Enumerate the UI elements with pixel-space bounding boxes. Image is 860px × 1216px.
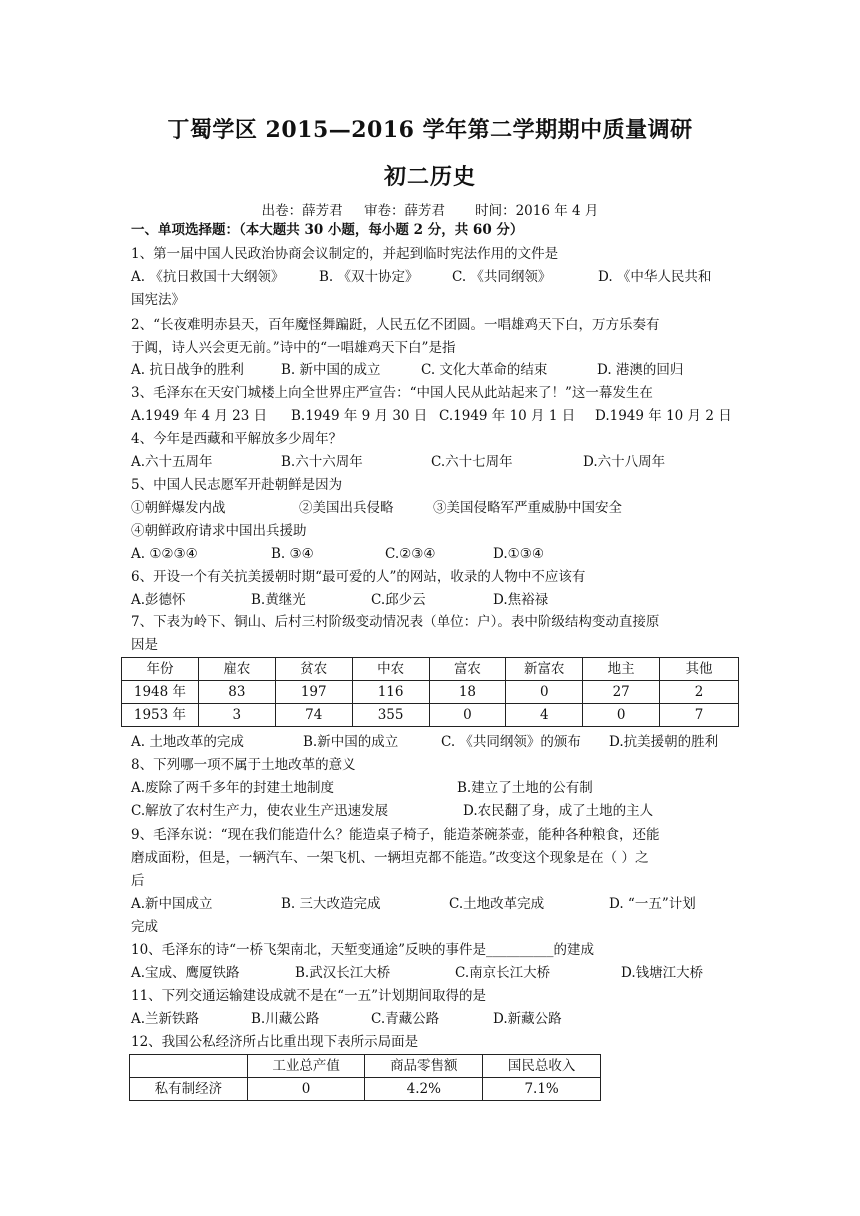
header-cell: 贫农	[275, 658, 352, 681]
header-cell: 地主	[583, 658, 660, 681]
q2-option-d: D. 港澳的回归	[597, 362, 684, 378]
q1-option-c: C. 《共同纲领》	[452, 269, 552, 285]
q1-stem: 1、第一届中国人民政治协商会议制定的，并起到临时宪法作用的文件是	[131, 246, 559, 262]
q2-option-c: C. 文化大革命的结束	[421, 362, 548, 378]
q11-option-d: D.新藏公路	[493, 1011, 562, 1027]
q5-option-d: D.①③④	[493, 546, 544, 562]
q6-stem: 6、开设一个有关抗美援朝时期“最可爱的人”的网站，收录的人物中不应该有	[131, 569, 586, 585]
q5-option-c: C.②③④	[385, 546, 436, 562]
table-cell: 355	[352, 704, 429, 727]
table-cell: 116	[352, 681, 429, 704]
table-header-row	[130, 1055, 601, 1078]
table-row	[122, 704, 739, 727]
q4-option-c: C.六十七周年	[431, 454, 513, 470]
q8-options-row-2	[131, 802, 731, 820]
economy-share-table	[129, 1054, 601, 1101]
q5-option-a: A. ①②③④	[131, 546, 198, 562]
header-cell: 国民总收入	[483, 1055, 601, 1078]
header-cell: 富农	[429, 658, 506, 681]
q10-option-c: C.南京长江大桥	[455, 965, 551, 981]
exam-credits: 出卷：薛芳君 审卷：薛芳君 时间：2016 年 4 月	[261, 203, 599, 219]
q7-stem-2: 因是	[131, 637, 158, 653]
q3-option-b: B.1949 年 9 月 30 日	[291, 408, 428, 424]
q3-option-c: C.1949 年 10 月 1 日	[439, 408, 576, 424]
q5-item-2: ②美国出兵侵略	[299, 500, 394, 516]
q3-stem: 3、毛泽东在天安门城楼上向全世界庄严宣告：“中国人民从此站起来了！”这一幕发生在	[131, 385, 653, 401]
header-cell: 商品零售额	[365, 1055, 483, 1078]
q5-stem: 5、中国人民志愿军开赴朝鲜是因为	[131, 477, 343, 493]
q5-item-3: ③美国侵略军严重威胁中国安全	[433, 500, 622, 516]
q12-stem: 12、我国公私经济所占比重出现下表所示局面是	[131, 1034, 419, 1050]
q8-option-b: B.建立了土地的公有制	[457, 780, 593, 796]
header-cell: 年份	[122, 658, 199, 681]
table-cell: 1948 年	[122, 681, 199, 704]
q1-option-d-cont: 国宪法》	[131, 292, 185, 308]
table-cell: 74	[275, 704, 352, 727]
q8-stem: 8、下列哪一项不属于土地改革的意义	[131, 757, 356, 773]
q11-option-c: C.青藏公路	[371, 1011, 440, 1027]
q4-option-a: A.六十五周年	[131, 454, 213, 470]
exam-subject: 初二历史	[383, 164, 476, 190]
header-cell: 新富农	[506, 658, 583, 681]
q9-option-d-cont: 完成	[131, 919, 158, 935]
q10-option-b: B.武汉长江大桥	[295, 965, 391, 981]
q7-option-a: A. 土地改革的完成	[131, 734, 244, 750]
q6-option-c: C.邱少云	[371, 592, 426, 608]
q9-option-d: D. “一五”计划	[609, 896, 696, 912]
q10-stem: 10、毛泽东的诗“一桥飞架南北，天堑变通途”反映的事件是__________的建成	[131, 942, 594, 958]
table-cell: 83	[198, 681, 275, 704]
table-cell: 197	[275, 681, 352, 704]
table-cell: 18	[429, 681, 506, 704]
q7-option-b: B.新中国的成立	[303, 734, 399, 750]
header-cell: 中农	[352, 658, 429, 681]
table-cell: 7.1%	[483, 1078, 601, 1101]
q10-options	[131, 964, 731, 982]
q2-stem-1: 2、“长夜难明赤县天，百年魔怪舞蹁跹，人民五亿不团圆。一唱雄鸡天下白，万方乐奏有	[131, 317, 660, 333]
q7-options	[131, 733, 731, 751]
q4-option-d: D.六十八周年	[583, 454, 666, 470]
q1-option-a: A. 《抗日救国十大纲领》	[131, 269, 285, 285]
table-cell: 0	[429, 704, 506, 727]
q7-option-c: C. 《共同纲领》的颁布	[441, 734, 581, 750]
q7-stem-1: 7、下表为岭下、铜山、后村三村阶级变动情况表（单位：户）。表中阶级结构变动直接原	[131, 614, 660, 630]
q1-option-d: D. 《中华人民共和	[598, 269, 712, 285]
table-cell: 3	[198, 704, 275, 727]
q10-option-d: D.钱塘江大桥	[621, 965, 704, 981]
table-cell: 0	[247, 1078, 365, 1101]
q4-option-b: B.六十六周年	[281, 454, 363, 470]
header-cell: 工业总产值	[247, 1055, 365, 1078]
q9-option-b: B. 三大改造完成	[281, 896, 381, 912]
q6-option-d: D.焦裕禄	[493, 592, 549, 608]
header-cell	[130, 1055, 248, 1078]
class-change-table	[121, 657, 739, 727]
q9-stem-1: 9、毛泽东说：“现在我们能造什么？能造桌子椅子，能造茶碗茶壶，能种各种粮食，还能	[131, 827, 660, 843]
q6-option-b: B.黄继光	[251, 592, 306, 608]
q3-option-a: A.1949 年 4 月 23 日	[131, 408, 268, 424]
q8-option-a: A.废除了两千多年的封建土地制度	[131, 780, 335, 796]
q9-options	[131, 895, 731, 913]
table-row	[130, 1078, 601, 1101]
q8-option-c: C.解放了农村生产力，使农业生产迅速发展	[131, 803, 389, 819]
exam-title: 丁蜀学区 2015—2016 学年第二学期期中质量调研	[167, 117, 693, 143]
section-note: （本大题共 30 小题，每小题 2 分，共 60 分）	[239, 222, 524, 238]
q11-option-a: A.兰新铁路	[131, 1011, 200, 1027]
table-cell: 私有制经济	[130, 1078, 248, 1101]
header-cell: 雇农	[198, 658, 275, 681]
q11-options	[131, 1010, 731, 1028]
q1-options	[131, 268, 731, 286]
section-heading	[131, 221, 731, 239]
table-header-row	[122, 658, 739, 681]
q5-options	[131, 545, 731, 563]
q2-options	[131, 361, 731, 379]
q5-option-b: B. ③④	[271, 546, 314, 562]
header-cell: 其他	[660, 658, 739, 681]
q9-option-c: C.土地改革完成	[449, 896, 545, 912]
table-cell: 27	[583, 681, 660, 704]
table-cell: 2	[660, 681, 739, 704]
q2-option-b: B. 新中国的成立	[281, 362, 381, 378]
q5-item-1: ①朝鲜爆发内战	[131, 500, 226, 516]
q9-option-a: A.新中国成立	[131, 896, 213, 912]
table-cell: 4.2%	[365, 1078, 483, 1101]
q1-option-b: B. 《双十协定》	[319, 269, 419, 285]
q9-stem-2: 磨成面粉，但是，一辆汽车、一架飞机、一辆坦克都不能造。”改变这个现象是在（ ）之	[131, 850, 649, 866]
q9-stem-3: 后	[131, 873, 145, 889]
q11-stem: 11、下列交通运输建设成就不是在“一五”计划期间取得的是	[131, 988, 486, 1004]
q6-option-a: A.彭德怀	[131, 592, 186, 608]
q8-options-row-1	[131, 779, 731, 797]
table-cell: 0	[506, 681, 583, 704]
q11-option-b: B.川藏公路	[251, 1011, 320, 1027]
q4-options	[131, 453, 731, 471]
table-row	[122, 681, 739, 704]
q2-stem-2: 于阗，诗人兴会更无前。”诗中的“一唱雄鸡天下白”是指	[131, 340, 456, 356]
table-cell: 7	[660, 704, 739, 727]
q8-option-d: D.农民翻了身，成了土地的主人	[463, 803, 654, 819]
table-cell: 0	[583, 704, 660, 727]
q3-options	[131, 407, 731, 425]
q7-option-d: D.抗美援朝的胜利	[609, 734, 719, 750]
q4-stem: 4、今年是西藏和平解放多少周年？	[131, 431, 343, 447]
q10-option-a: A.宝成、鹰厦铁路	[131, 965, 240, 981]
q5-item-4: ④朝鲜政府请求中国出兵援助	[131, 523, 307, 539]
q5-items	[131, 499, 731, 517]
table-cell: 4	[506, 704, 583, 727]
q6-options	[131, 591, 731, 609]
q3-option-d: D.1949 年 10 月 2 日	[595, 408, 732, 424]
section-title: 一、单项选择题：	[131, 222, 239, 238]
table-cell: 1953 年	[122, 704, 199, 727]
q2-option-a: A. 抗日战争的胜利	[131, 362, 244, 378]
